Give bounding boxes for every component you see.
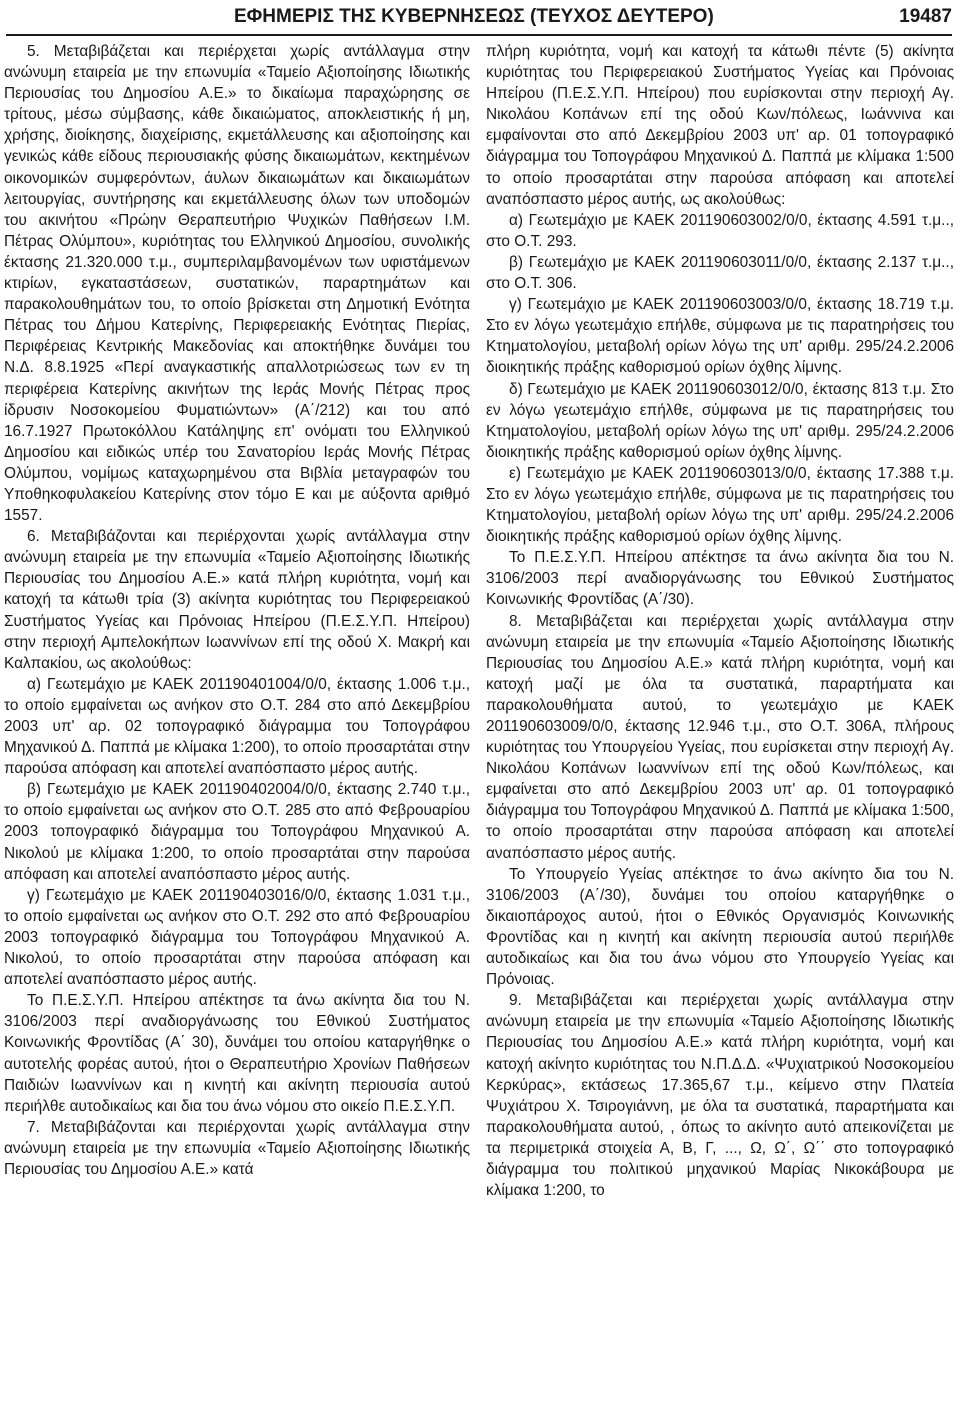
paragraph-parcel-a: α) Γεωτεμάχιο με ΚΑΕΚ 201190603002/0/0, έκτασης 4.591 τ.μ.., στο Ο.Τ. 293. — [486, 211, 954, 250]
paragraph-parcel-c: γ) Γεωτεμάχιο με ΚΑΕΚ 201190603003/0/0, έκτασης 18.719 τ.μ. Στο εν λόγω γεωτεμάχιο επήλθε, σύμφωνα με τις παρατηρήσεις του Κτηματολογίου, μεταβολή ορίων λόγω της υπ' αριθμ. 295/24.2.2006 διοικητικής πράξης καθορισμού ορίων όχθης λίμνης. — [486, 296, 954, 377]
paragraph-parcel-b: β) Γεωτεμάχιο με ΚΑΕΚ 201190402004/0/0, έκτασης 2.740 τ.μ., το οποίο εμφαίνεται ως ανήκον στο Ο.Τ. 285 στο από Φεβρουαρίου 2003 τοπογραφικό διάγραμμα του Τοπογράφου Μηχανικού Α. Νικολού με κλίμακα 1:200, το οποίο προσαρτάται στην παρούσα απόφαση και αποτελεί αναπόσπαστο μέρος αυτής. — [4, 781, 470, 883]
gazette-title: ΕΦΗΜΕΡΙΣ ΤΗΣ ΚΥΒΕΡΝΗΣΕΩΣ (ΤΕΥΧΟΣ ΔΕΥΤΕΡΟ) — [234, 6, 714, 27]
paragraph-article-7: 7. Μεταβιβάζονται και περιέρχονται χωρίς αντάλλαγμα στην ανώνυμη εταιρεία με την επωνυμία «Ταμείο Αξιοποίησης Ιδιωτικής Περιουσίας του Δημοσίου Α.Ε.» κατά — [4, 1118, 470, 1178]
paragraph-acquisition-note: Το Π.Ε.Σ.Υ.Π. Ηπείρου απέκτησε τα άνω ακίνητα δια του Ν. 3106/2003 περί αναδιοργάνωσης του Εθνικού Συστήματος Κοινωνικής Φροντίδας (Α΄/30). — [486, 549, 954, 609]
page-number: 19487 — [899, 6, 952, 27]
paragraph-parcel-e: ε) Γεωτεμάχιο με ΚΑΕΚ 201190603013/0/0, έκτασης 17.388 τ.μ. Στο εν λόγω γεωτεμάχιο επήλθε, σύμφωνα με τις παρατηρήσεις του Κτηματολογίου, μεταβολή ορίων λόγω της υπ' αριθμ. 295/24.2.2006 διοικητικής πράξης καθορισμού ορίων όχθης λίμνης. — [486, 464, 954, 546]
paragraph-parcel-b: β) Γεωτεμάχιο με ΚΑΕΚ 201190603011/0/0, έκτασης 2.137 τ.μ.., στο Ο.Τ. 306. — [486, 253, 954, 293]
paragraph-parcel-d: δ) Γεωτεμάχιο με ΚΑΕΚ 201190603012/0/0, έκτασης 813 τ.μ. Στο εν λόγω γεωτεμάχιο επήλθε, σύμφωνα με τις παρατηρήσεις του Κτηματολογίου, μεταβολή ορίων λόγω της υπ' αριθμ. 295/24.2.2006 διοικητικής πράξης καθορισμού ορίων όχθης λίμνης. — [486, 380, 954, 461]
paragraph-article-6: 6. Μεταβιβάζονται και περιέρχονται χωρίς αντάλλαγμα στην ανώνυμη εταιρεία με την επωνυμία «Ταμείο Αξιοποίησης Ιδιωτικής Περιουσίας του Δημοσίου Α.Ε.» κατά πλήρη κυριότητα, νομή και κατοχή τα κάτωθι τρία (3) ακίνητα κυριότητας του Περιφερειακού Συστήματος Υγείας και Πρόνοιας Ηπείρου (Π.Ε.Σ.Υ.Π. Ηπείρου) στην περιοχή Αμπελοκήπων Ιωαννίνων επί της οδού Χ. Μακρή και Καλπακίου, ως ακολούθως: — [4, 528, 470, 672]
paragraph-article-9: 9. Μεταβιβάζεται και περιέρχεται χωρίς αντάλλαγμα στην ανώνυμη εταιρεία με την επωνυμία «Ταμείο Αξιοποίησης Ιδιωτικής Περιουσίας του Δημοσίου Α.Ε.» κατά πλήρη κυριότητα, νομή και κατοχή ακίνητο κυριότητας του Ν.Π.Δ.Δ. «Ψυχιατρικού Νοσοκομείου Κερκύρας», εκτάσεως 17.365,67 τ.μ., κείμενο στην Πλατεία Ψυχιάτρου Χ. Τσιρογιάννη, με όλα τα συστατικά, παραρτήματα και παρακολουθήματα αυτού, , όπως το ακίνητο αυτό απεικονίζεται με τα περιμετρικά στοιχεία Α, Β, Γ, ..., Ω, Ω΄, Ω΄΄ στο τοπογραφικό διάγραμμα του πολιτικού μηχανικού Μαρίας Νικοκάβουρα με κλίμακα 1:200, το — [486, 992, 954, 1200]
paragraph-article-8: 8. Μεταβιβάζεται και περιέρχεται χωρίς αντάλλαγμα στην ανώνυμη εταιρεία με την επωνυμία «Ταμείο Αξιοποίησης Ιδιωτικής Περιουσίας του Δημοσίου Α.Ε.» κατά πλήρη κυριότητα, νομή και κατοχή μαζί με όλα τα συστατικά, παραρτήματα και παρακολουθήματα αυτού, το γεωτεμάχιο με ΚΑΕΚ 201190603009/0/0, έκτασης 12.946 τ.μ., στο Ο.Τ. 306Α, πλήρους κυριότητας του Υπουργείου Υγείας, που ευρίσκεται στην περιοχή Αγ. Νικολάου Κοπάνων Ιωαννίνων επί της οδού Κων/πόλεως, και εμφαίνεται στο από Δεκεμβρίου 2003 υπ' αρ. 01 τοπογραφικό διάγραμμα του Τοπογράφου Μηχανικού Δ. Παππά με κλίμακα 1:500, το οποίο προσαρτάται στην παρούσα απόφαση και αποτελεί αναπόσπαστο μέρος αυτής. — [486, 612, 954, 862]
paragraph-ministry-acquisition-note: Το Υπουργείο Υγείας απέκτησε το άνω ακίνητο δια του Ν. 3106/2003 (Α΄/30), δυνάμει του οποίου καταργήθηκε ο δικαιοπάροχος αυτού, ήτοι ο Εθνικός Οργανισμός Κοινωνικής Φροντίδας και η κινητή και ακίνητη περιουσία αυτού περιήλθε αυτοδικαίως και δια του άνω νόμου στο Υπουργείο Υγείας και Πρόνοιας. — [486, 865, 954, 989]
right-column — [486, 41, 954, 1201]
paragraph-parcel-c: γ) Γεωτεμάχιο με ΚΑΕΚ 201190403016/0/0, έκτασης 1.031 τ.μ., το οποίο εμφαίνεται ως ανήκον στο Ο.Τ. 292 στο από Φεβρουαρίου 2003 τοπογραφικό διάγραμμα του Τοπογράφου Μηχανικού Α. Νικολού, το οποίο προσαρτάται στην παρούσα απόφαση και αποτελεί αναπόσπαστο μέρος αυτής. — [4, 886, 470, 989]
paragraph-parcel-a: α) Γεωτεμάχιο με ΚΑΕΚ 201190401004/0/0, έκτασης 1.006 τ.μ., το οποίο εμφαίνεται ως ανήκον στο Ο.Τ. 284 στο από Δεκεμβρίου 2003 υπ' αρ. 02 τοπογραφικό διάγραμμα του Τοπογράφου Μηχανικού Δ. Παππά με κλίμακα 1:200), το οποίο προσαρτάται στην παρούσα απόφαση και αποτελεί αναπόσπαστο μέρος αυτής. — [4, 675, 470, 778]
page-header — [6, 4, 952, 36]
paragraph-article-5: 5. Μεταβιβάζεται και περιέρχεται χωρίς αντάλλαγμα στην ανώνυμη εταιρεία με την επωνυμία «Ταμείο Αξιοποίησης Ιδιωτικής Περιουσίας του Δημοσίου Α.Ε.» το δικαίωμα παραχώρησης σε τρίτους, μέσω σύμβασης, κάθε δικαιώματος, αποκλειστικής ή μη, χρήσης, διοίκησης, διαχείρισης, εκμετάλλευσης και αξιοποίησης και γενικώς κάθε είδους περιουσιακής φύσης δικαιωμάτων, κεκτημένων οικονομικών συμφερόντων, άυλων δικαιωμάτων και δικαιωμάτων λειτουργίας, συντήρησης και εκμετάλλευσης όλων των υποδομών του ακινήτου «Πρώην Θεραπευτήριο Ψυχικών Παθήσεων Ι.Μ. Πέτρας Ολύμπου», κυριότητας του Ελληνικού Δημοσίου, συνολικής έκτασης 21.320.000 τ.μ., συμπεριλαμβανομένων των υφιστάμενων κτιρίων, εγκαταστάσεων, συστατικών, παραρτημάτων και παρακολουθημάτων του, το οποίο βρίσκεται στη Δημοτική Ενότητα Πέτρας του Δήμου Κατερίνης, Περιφερειακής Ενότητας Πιερίας, Περιφέρειας Κεντρικής Μακεδονίας και αποκτήθηκε δυνάμει του Ν.Δ. 8.8.1925 «Περί αναγκαστικής απαλλοτριώσεως των εν τη περιφέρεια Κατερίνης ακινήτων της Ιεράς Μονής Πέτρας προς ίδρυσιν Νοσοκομείου Φυματιώντων» (Α΄/212) και του από 16.7.1927 Πρωτοκόλλου Κατάληψης επ' ονόματι του Ελληνικού Δημοσίου και ειδικώς υπέρ του Σανατορίου Ιεράς Μονής Πέτρας Ολύμπου, νομίμως καταχωρημένου στα Βιβλία μεταγραφών του Υποθηκοφυλακείου Κατερίνης στον τόμο Ε και με αύξοντα αριθμό 1557. — [4, 43, 470, 525]
paragraph-article-7-continued: πλήρη κυριότητα, νομή και κατοχή τα κάτωθι πέντε (5) ακίνητα κυριότητας του Περιφερειακού Συστήματος Υγείας και Πρόνοιας Ηπείρου (Π.Ε.Σ.Υ.Π. Ηπείρου) που ευρίσκονται στην περιοχή Αγ. Νικολάου Κοπάνων επί της οδού Κων/πόλεως, Ιωάννινα και εμφαίνονται στο από Δεκεμβρίου 2003 υπ' αρ. 01 τοπογραφικό διάγραμμα του Τοπογράφου Μηχανικού Δ. Παππά με κλίμακα 1:500 το οποίο προσαρτάται στην παρούσα απόφαση και αποτελεί αναπόσπαστο μέρος αυτής, ως ακολούθως: — [486, 43, 954, 208]
paragraph-acquisition-note: Το Π.Ε.Σ.Υ.Π. Ηπείρου απέκτησε τα άνω ακίνητα δια του Ν. 3106/2003 περί αναδιοργάνωσης του Εθνικού Συστήματος Κοινωνικής Φροντίδας (Α΄ 30), δυνάμει του οποίου καταργήθηκε ο αυτοτελής φορέας αυτού, ήτοι ο Θεραπευτήριο Χρονίων Παθήσεων Παιδιών Ιωαννίνων και η κινητή και ακίνητη περιουσία αυτού περιήλθε αυτοδικαίως και δια του άνω νόμου στο οικείο Π.Ε.Σ.Υ.Π. — [4, 992, 470, 1115]
left-column — [4, 41, 470, 1180]
